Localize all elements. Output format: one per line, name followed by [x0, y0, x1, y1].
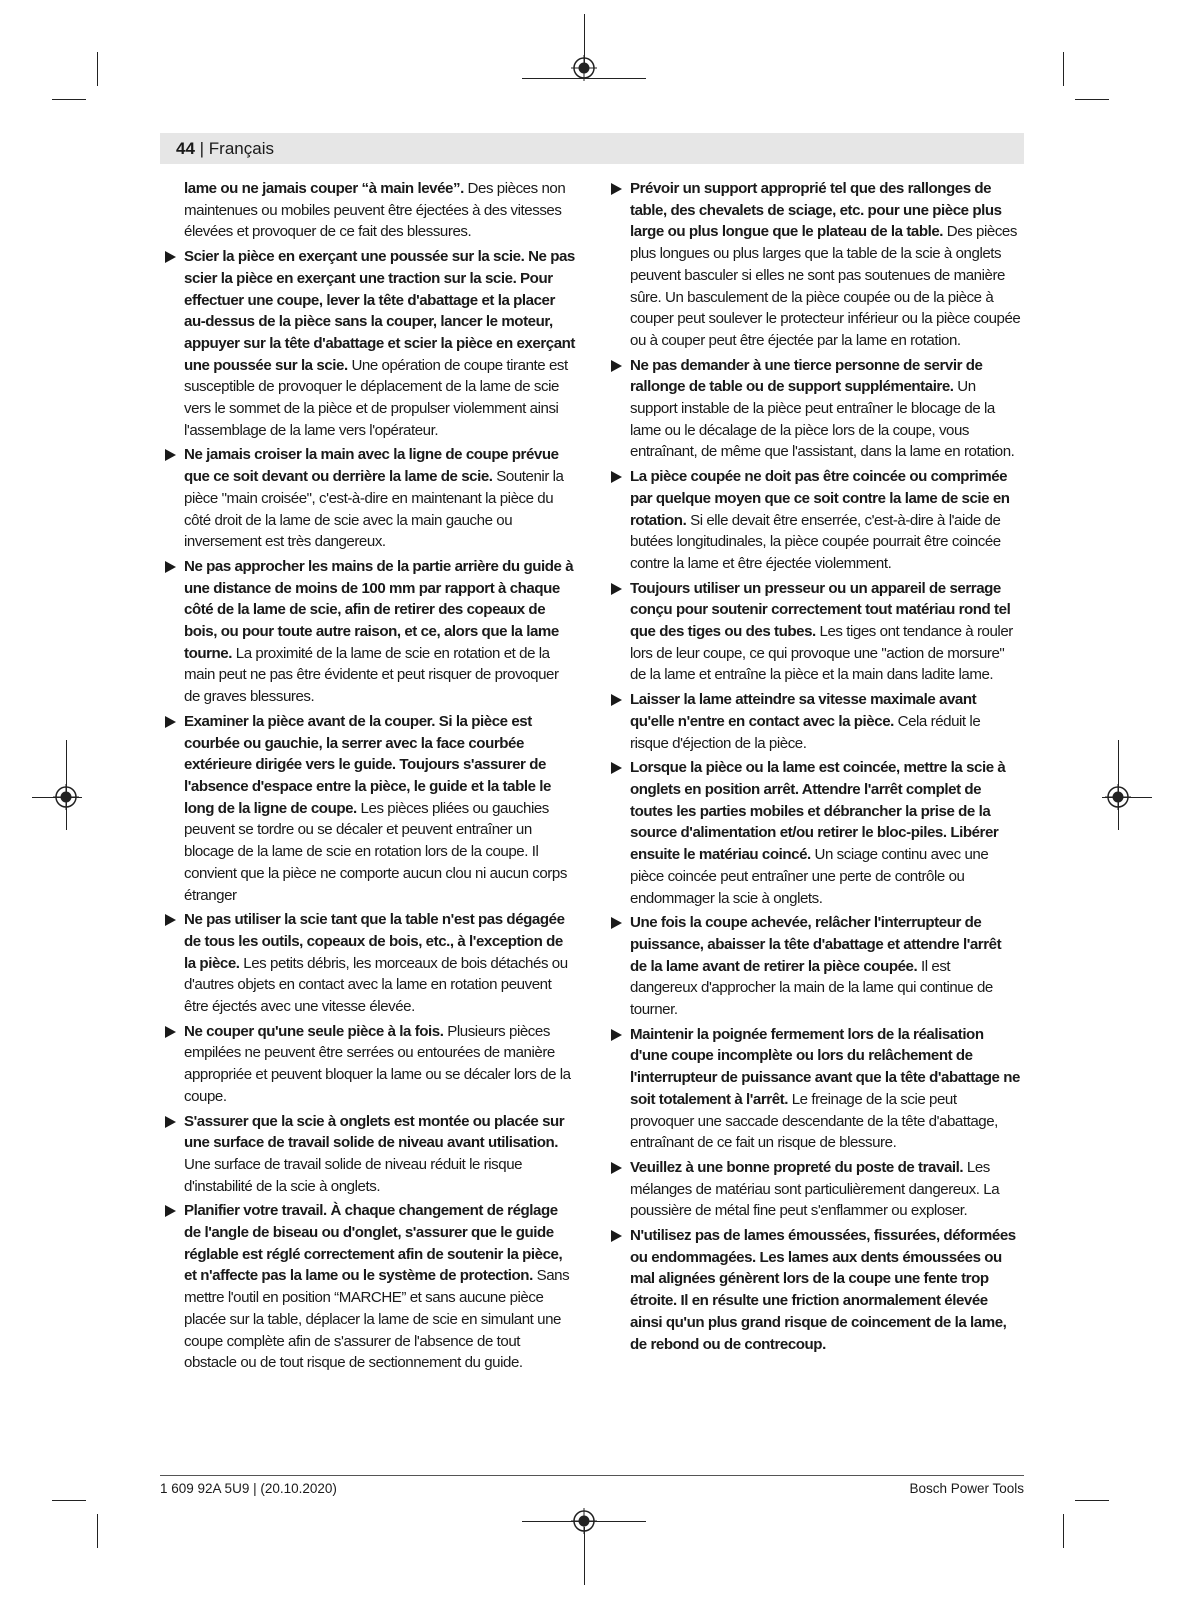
item-bold: Prévoir un support approprié tel que des rallonges de table, des chevalets de sciage, etc. pour une pièce plus large ou plus longue que le plateau de la table. [630, 180, 1002, 241]
crop-mark [97, 52, 98, 86]
bullet-triangle-icon [611, 1230, 622, 1242]
item-bold: Ne pas demander à une tierce personne de servir de rallonge de table ou de support supplémentaire. [630, 356, 983, 396]
item-text: Cela réduit le risque d'éjection de la pièce. [630, 712, 981, 752]
item-text: Les tiges ont tendance à rouler lors de leur coupe, ce qui provoque une "action de morsure" de la lame et entraîne la pièce et la main dans ladite lame. [630, 623, 1013, 684]
safety-item [165, 556, 575, 708]
bullet-triangle-icon [611, 917, 622, 929]
continuation-paragraph [165, 178, 575, 243]
item-text: Un sciage continu avec une pièce coincée peut entraîner une perte de contrôle ou endommager la scie à onglets. [630, 846, 989, 907]
bullet-triangle-icon [165, 1205, 176, 1217]
right-column [611, 178, 1021, 1358]
safety-item [611, 689, 1021, 754]
bullet-triangle-icon [165, 561, 176, 573]
bullet-triangle-icon [165, 1116, 176, 1128]
item-text: Si elle devait être enserrée, c'est-à-dire à l'aide de butées longitudinales, la pièce coupée pourrait être coincée contre la lame et être éjectée violemment. [630, 511, 1001, 572]
safety-item [611, 466, 1021, 575]
item-bold: Une fois la coupe achevée, relâcher l'interrupteur de puissance, abaisser la tête d'abattage et attendre l'arrêt de la lame avant de retirer la pièce coupée. [630, 914, 1002, 975]
bullet-triangle-icon [611, 471, 622, 483]
item-bold: N'utilisez pas de lames émoussées, fissurées, déformées ou endommagées. Les lames aux dents émoussées ou mal alignées génèrent lors de la coupe une fente trop étroite. Il en résulte une friction anormalement élevée ainsi qu'un plus grand risque de coincement de la lame, de rebond ou de contrecoup. [630, 1227, 1016, 1353]
item-text: La proximité de la lame de scie en rotation et de la main peut ne pas être évidente et peut risquer de provoquer de graves blessures. [184, 644, 559, 706]
item-text: Il est dangereux d'approcher la main de la lame qui continue de tourner. [630, 957, 993, 1019]
crop-mark [1075, 1500, 1109, 1501]
item-text: Plusieurs pièces empilées ne peuvent être serrées ou entourées de manière appropriée et peuvent bloquer la lame ou se décaler lors de la coupe. [184, 1022, 571, 1105]
item-bold: Toujours utiliser un presseur ou un appareil de serrage conçu pour soutenir correctement tout matériau rond tel que des tiges ou des tubes. [630, 579, 1011, 641]
crop-mark [52, 99, 86, 100]
footer-document-id: 1 609 92A 5U9 | (20.10.2020) [160, 1481, 337, 1496]
safety-item [165, 1200, 575, 1374]
bullet-triangle-icon [611, 762, 622, 774]
registration-mark-icon [571, 55, 597, 81]
item-bold: Planifier votre travail. À chaque changement de réglage de l'angle de biseau ou d'onglet, s'assurer que le guide réglable est réglé correctement afin de soutenir la pièce, et n'affecte pas la lame ou le système de protection. [184, 1202, 563, 1285]
item-bold: Ne pas approcher les mains de la partie arrière du guide à une distance de moins de 100 mm par rapport à chaque côté de la lame de scie, afin de retirer des copeaux de bois, ou pour toute autre raison, et ce, alors que la lame tourne. [184, 557, 574, 662]
bullet-triangle-icon [611, 1029, 622, 1041]
page-header [176, 139, 274, 159]
left-column [165, 178, 575, 1377]
bullet-triangle-icon [165, 1026, 176, 1038]
item-bold: Lorsque la pièce ou la lame est coincée, mettre la scie à onglets en position arrêt. Attendre l'arrêt complet de toutes les parties mobiles et débrancher la prise de la source d'alimentation et/ou retirer le bloc-piles. Libérer ensuite le matériau coincé. [630, 759, 1006, 864]
item-text: Sans mettre l'outil en position “MARCHE” et sans aucune pièce placée sur la table, déplacer la lame de scie en simulant une coupe complète afin de s'assurer de l'absence de tout obstacle ou de tout risque de sectionnement du guide. [184, 1267, 570, 1372]
crop-mark [584, 1527, 585, 1585]
bullet-triangle-icon [611, 360, 622, 372]
item-bold: Maintenir la poignée fermement lors de la réalisation d'une coupe incomplète ou lors du relâchement de l'interrupteur de puissance avant que la tête d'abattage ne soit totalement à l'arrêt. [630, 1025, 1020, 1108]
crop-mark [1075, 99, 1109, 100]
safety-item [611, 1157, 1021, 1222]
bullet-triangle-icon [165, 449, 176, 461]
item-text: Les pièces pliées ou gauchies peuvent se tordre ou se décaler et peuvent entraîner un blocage de la lame de scie en rotation lors de la coupe. Il convient que la pièce ne comporte aucun clou ni aucun corps étranger [184, 799, 567, 904]
crop-mark [52, 1500, 86, 1501]
crop-mark [1063, 1514, 1064, 1548]
item-text: Le freinage de la scie peut provoquer une saccade descendante de la tête d'abattage, entraînant de ce fait un risque de blessure. [630, 1090, 998, 1152]
item-text: Un support instable de la pièce peut entraîner le blocage de la lame ou le décalage de la pièce lors de la coupe, vous entraînant, de même que l'assistant, dans la lame en rotation. [630, 378, 1015, 461]
item-bold: Scier la pièce en exerçant une poussée sur la scie. Ne pas scier la pièce en exerçant une traction sur la scie. Pour effectuer une coupe, lever la tête d'abattage et la placer au-dessus de la pièce sans la couper, lancer le moteur, appuyer sur la tête d'abattage et scier la pièce en exerçant une poussée sur la scie. [184, 248, 576, 374]
item-bold: La pièce coupée ne doit pas être coincée ou comprimée par quelque moyen que ce soit contre la lame de scie en rotation. [630, 468, 1010, 529]
safety-item [165, 1021, 575, 1108]
item-bold: Ne jamais croiser la main avec la ligne de coupe prévue que ce soit devant ou derrière la lame de scie. [184, 446, 559, 486]
item-bold: lame ou ne jamais couper “à main levée”. [184, 180, 464, 197]
registration-mark-icon [53, 784, 79, 810]
item-text: Des pièces plus longues ou plus larges que la table de la scie à onglets peuvent basculer si elles ne sont pas soutenues de manière sûre. Un basculement de la pièce coupée ou de la pièce à couper peut soulever le protecteur inférieur ou la pièce coupée ou à couper peut être éjectée par la lame en rotation. [630, 223, 1021, 349]
bullet-triangle-icon [611, 583, 622, 595]
safety-item [611, 757, 1021, 909]
item-bold: Ne pas utiliser la scie tant que la table n'est pas dégagée de tous les outils, copeaux de bois, etc., à l'exception de la pièce. [184, 911, 565, 972]
safety-item [165, 909, 575, 1018]
footer-divider [160, 1475, 1024, 1476]
safety-item [611, 178, 1021, 352]
safety-item [611, 1024, 1021, 1154]
safety-item [611, 578, 1021, 687]
item-bold: S'assurer que la scie à onglets est montée ou placée sur une surface de travail solide de niveau avant utilisation. [184, 1112, 565, 1152]
item-bold: Laisser la lame atteindre sa vitesse maximale avant qu'elle n'entre en contact avec la pièce. [630, 691, 977, 730]
item-bold: Examiner la pièce avant de la couper. Si la pièce est courbée ou gauchie, la serrer avec la face courbée extérieure dirigée vers le guide. Toujours s'assurer de l'absence d'espace entre la pièce, le guide et la table le long de la ligne de coupe. [184, 712, 551, 817]
bullet-triangle-icon [165, 251, 176, 263]
item-text: Les petits débris, les morceaux de bois détachés ou d'autres objets en contact avec la lame en rotation peuvent être éjectés avec une vitesse élevée. [184, 954, 568, 1016]
safety-item [611, 355, 1021, 464]
bullet-triangle-icon [611, 183, 622, 195]
item-text: Une surface de travail solide de niveau réduit le risque d'instabilité de la scie à onglets. [184, 1155, 523, 1195]
item-text: Les mélanges de matériau sont particulièrement dangereux. La poussière de métal fine peut s'enflammer ou exploser. [630, 1158, 1000, 1220]
safety-item [611, 912, 1021, 1021]
safety-item [165, 444, 575, 553]
item-text: Des pièces non maintenues ou mobiles peuvent être éjectées à des vitesses élevées et provoquer de ce fait des blessures. [184, 180, 566, 241]
safety-item [165, 711, 575, 906]
registration-mark-icon [1105, 784, 1131, 810]
bullet-triangle-icon [611, 1162, 622, 1174]
crop-mark [1063, 52, 1064, 86]
header-language: Français [208, 139, 274, 158]
page-header-bar [160, 133, 1024, 164]
item-text: Soutenir la pièce "main croisée", c'est-à-dire en maintenant la pièce du côté droit de la lame de scie avec la main gauche ou inversement est très dangereux. [184, 468, 564, 551]
item-bold: Veuillez à une bonne propreté du poste de travail. [630, 1158, 964, 1176]
crop-mark [97, 1514, 98, 1548]
bullet-triangle-icon [611, 694, 622, 706]
item-text: Une opération de coupe tirante est susceptible de provoquer le déplacement de la lame de scie vers le sommet de la pièce et de propulser violemment ainsi l'assemblage de la lame vers l'opérateur. [184, 356, 568, 439]
registration-mark-icon [571, 1508, 597, 1534]
safety-item [611, 1225, 1021, 1355]
bullet-triangle-icon [165, 716, 176, 728]
header-separator: | [194, 139, 209, 158]
item-bold: Ne couper qu'une seule pièce à la fois. [184, 1022, 444, 1040]
safety-item [165, 246, 575, 441]
bullet-triangle-icon [165, 914, 176, 926]
safety-item [165, 1111, 575, 1198]
footer-brand: Bosch Power Tools [909, 1481, 1024, 1496]
page-number: 44 [176, 139, 195, 158]
